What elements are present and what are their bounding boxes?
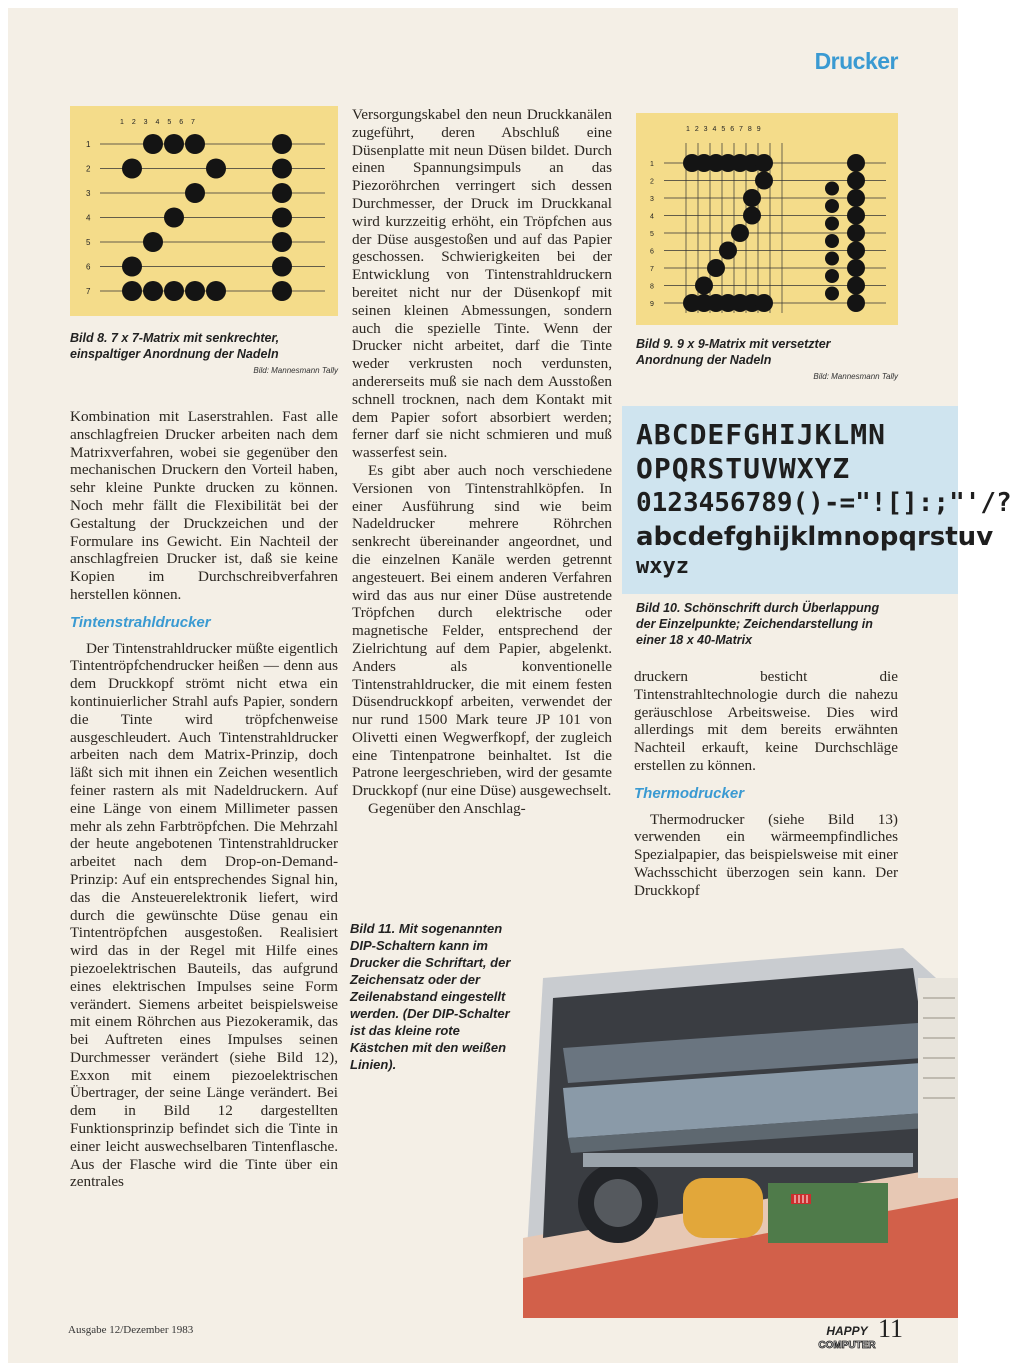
- font-sample-uppercase-2: OPQRSTUVWXYZ: [636, 452, 851, 485]
- fig9-row-label: 2: [650, 178, 654, 186]
- fig8-row-label: 4: [86, 213, 91, 223]
- fig9-dot: [719, 242, 737, 260]
- figure-11-printer-photo: [523, 938, 958, 1318]
- fig9-dot: [847, 207, 865, 225]
- fig9-row-label: 8: [650, 283, 654, 291]
- fig8-dot: [272, 134, 292, 154]
- fig8-row-label: 3: [86, 189, 91, 198]
- col2-paragraph-2: Es gibt aber auch noch verschiedene Versionen von Tintenstrahlköpfen. In einer Ausführung sind wie beim Nadeldrucker mehrere Röhrchen senkrecht übereinander angeordnet, und die einzelnen Kanäle werden getrennt angesteuert. Bei einem anderen Verfahren wird das aus nur einer Düse austretende Tröpfchen durch elektrische oder magnetische Felder, entsprechend der Zielrichtung auf dem Papier, abgelenkt. Anders als konventionelle Tintenstrahldrucker, die mit einem festen Düsendruckkopf arbeiten, verwendet der nur rund 1500 Mark teure JP 101 von Olivetti einen Wegwerfkopf, der zugleich eine Tintenpatrone beinhaltet. Ist die Patrone leergeschrieben, wird der gesamte Druckkopf (nur eine Düse) ausgewechselt.: [352, 461, 612, 800]
- fig8-dot: [206, 281, 226, 301]
- fig8-dot: [272, 159, 292, 179]
- fig9-dot: [825, 252, 839, 266]
- fig9-dot: [707, 259, 725, 277]
- font-sample-lowercase: abcdefghijklmnopqrstuv: [636, 522, 994, 552]
- figure-8-caption-block: [70, 330, 338, 375]
- fig9-dot: [825, 199, 839, 213]
- fig8-dot: [185, 281, 205, 301]
- figure-8-credit: Bild: Mannesmann Tally: [253, 366, 338, 375]
- fig9-dot: [825, 182, 839, 196]
- fig9-row-label: 9: [650, 301, 654, 308]
- logo-bottom-text: COMPUTER: [818, 1340, 876, 1351]
- fig9-column-numbers: 1 2 3 4 5 6 7 8 9: [686, 126, 763, 133]
- fig9-dot: [825, 287, 839, 301]
- col1-paragraph-2: Der Tintenstrahldrucker müßte eigentlich Tintentröpfchendrucker heißen — denn aus dem Druckkopf strömt nicht etwa ein kontinuierlicher Strahl aufs Papier, sondern die Tinte wird tröpfchenweise ausgeschleudert. Auch Tintenstrahldrucker arbeiten nach dem Matrix-Prinzip, doch läßt sich mit ihnen ein Zeichen wesentlich feiner rastern als mit Nadeldruckern. Auf eine Länge von einem Millimeter passen mehr als zehn Farbtröpfchen. Die Mehrzahl der heute angebotenen Tintenstrahldrucker arbeitet nach dem Drop-on-Demand-Prinzip: Auf ein entsprechendes Signal hin, das die Ansteuerelektronik liefert, wird durch die gewünschte Düse genau ein Tintentröpfchen ausgestoßen. Realisiert wird das in der Regel mit Hilfe eines piezoelektrischen Bauteils, das aufgrund eines elektrischen Impulses seine Form verändert. Siemens arbeitet beispielsweise mit einem Röhrchen aus Piezokeramik, das bei Auftreten eines Impulses seinen Durchmesser verändert (siehe Bild 12), Exxon mit einem piezoelektrischen Übertrager, der seine Länge verändert. Bei dem in Bild 12 dargestellten Funktionsprinzip befindet sich die Tinte in einer leicht auswechselbaren Tintenflasche. Aus der Flasche wird die Tinte über ein zentrales: [70, 639, 338, 1191]
- text-column-2: [352, 106, 612, 818]
- figure-9-caption-block: [636, 336, 898, 381]
- col2-paragraph-1: Versorgungskabel den neun Druckkanälen zugeführt, deren Abschluß eine Düsenplatte mit neun Düsen bildet. Durch einen Spannungsimpuls an das Piezoröhrchen verringert sich dessen Durchmesser, der Druck im Druckkanal wird kurzzeitig erhöht, ein Tröpfchen aus der Düse ausgestoßen und auf das Papier geschossen. Schwierigkeiten bei der Entwicklung von Tintenstrahldruckern bereitet nicht nur der Düsenkopf mit seinen kleinen Abmessungen, sondern auch die spezielle Tinte. Wenn der Drucker nicht arbeitet, darf die Tinte weder verkrusten noch verdunsten, andererseits muß sie nach dem Ausstoßen schnell trocknen, nach dem Kontakt mit dem Papier sofort absorbiert werden; ferner darf sie nicht schmieren und muß wasserfest sein.: [352, 106, 612, 462]
- fig9-dot: [743, 207, 761, 225]
- heading-tintenstrahldrucker: Tintenstrahldrucker: [70, 613, 211, 631]
- fig8-dot: [272, 208, 292, 228]
- fig9-dot: [847, 189, 865, 207]
- fig9-dot: [847, 242, 865, 260]
- font-sample-lowercase-end: wxyz: [636, 554, 689, 579]
- figure-11-caption: Bild 11. Mit sogenannten DIP-Schaltern kann im Drucker die Schriftart, der Zeichensatz oder der Zeilenabstand eingestellt werden. (Der DIP-Schalter ist das kleine rote Kästchen mit den weißen Linien).: [350, 921, 511, 1072]
- fig8-dot: [272, 281, 292, 301]
- figure-9-diagram: [636, 113, 898, 325]
- col3-paragraph-1: druckern besticht die Tintenstrahltechnologie durch die nahezu geräuschlose Arbeitsweise. Dies wird allerdings mit dem bereits erwähnten Nachteil erkauft, keine Durchschläge erstellen zu können.: [634, 668, 898, 774]
- fig8-column-numbers: 1 2 3 4 5 6 7: [120, 119, 198, 126]
- fig8-dot: [122, 257, 142, 277]
- fig8-dot: [164, 208, 184, 228]
- footer-issue: Ausgabe 12/Dezember 1983: [68, 1324, 194, 1336]
- fig9-dot: [695, 277, 713, 295]
- fig8-dot: [143, 232, 163, 252]
- fig8-dot: [143, 134, 163, 154]
- col1-paragraph-1: Kombination mit Laserstrahlen. Fast alle anschlagfreien Drucker arbeiten nach dem Matrixverfahren, wobei sie gegenüber den mechanischen Druckern den Vorteil haben, sehr kleine Punkte drucken zu können. Noch mehr fällt die Flexibilität bei der Gestaltung der Druckzeichen und der Formulare ins Gewicht. Ein Nachteil der anschlagfreien Drucker ist, daß sie keine Kopien im Durchschreibverfahren herstellen können.: [70, 408, 338, 603]
- section-title: Drucker: [814, 48, 898, 74]
- fig8-dot: [164, 281, 184, 301]
- fig8-dot: [185, 134, 205, 154]
- fig9-row-label: 5: [650, 231, 654, 238]
- col2-paragraph-3: Gegenüber den Anschlag-: [368, 800, 526, 818]
- fig8-row-label: 7: [86, 287, 91, 296]
- font-sample-uppercase-1: ABCDEFGHIJKLMN: [636, 418, 887, 451]
- figure-8-matrix: [70, 106, 338, 316]
- figure-9-caption: Bild 9. 9 x 9-Matrix mit versetzter Anordnung der Nadeln: [636, 337, 831, 367]
- fig9-dot: [847, 154, 865, 172]
- figure-8-caption: Bild 8. 7 x 7-Matrix mit senkrechter, einspaltiger Anordnung der Nadeln: [70, 331, 280, 361]
- fig8-dot: [122, 159, 142, 179]
- happy-computer-logo: [816, 1322, 878, 1354]
- fig9-dot: [825, 217, 839, 231]
- fig8-dot: [206, 159, 226, 179]
- fig8-row-label: 1: [86, 140, 91, 149]
- fig9-dot: [847, 224, 865, 242]
- fig9-dot: [825, 234, 839, 248]
- text-column-3: [634, 668, 898, 900]
- figure-10-font-sample: [622, 406, 1012, 594]
- figure-8-diagram: [70, 106, 338, 316]
- fig9-row-label: 1: [650, 161, 654, 168]
- fig8-row-label: 5: [86, 238, 91, 247]
- col3-paragraph-2: Thermodrucker (siehe Bild 13) verwenden ein wärmeempfindliches Spezialpapier, das beispielsweise mit einer Wachsschicht überzogen sein kann. Der Druckkopf: [634, 810, 898, 899]
- fig9-dot: [847, 172, 865, 190]
- text-column-1: [70, 408, 338, 1191]
- fig8-dot: [122, 281, 142, 301]
- font-sample-digits: 0123456789()-="![]:;"'/?: [636, 488, 1012, 518]
- fig9-row-label: 3: [650, 196, 654, 203]
- fig9-row-label: 7: [650, 266, 654, 273]
- fig9-dot: [847, 294, 865, 312]
- figure-9-matrix: [636, 113, 898, 325]
- fig9-dot: [755, 154, 773, 172]
- fig8-dot: [164, 134, 184, 154]
- fig9-dot: [825, 269, 839, 283]
- page-number: 11: [878, 1314, 904, 1343]
- fig9-dot: [847, 277, 865, 295]
- figure-9-credit: Bild: Mannesmann Tally: [813, 372, 898, 381]
- fig9-dot: [743, 189, 761, 207]
- heading-thermodrucker: Thermodrucker: [634, 784, 745, 802]
- fig8-row-label: 6: [86, 262, 91, 272]
- fig8-dot: [272, 183, 292, 203]
- fig9-dot: [847, 259, 865, 277]
- logo-top-text: HAPPY: [826, 1324, 868, 1338]
- fig9-dot: [755, 172, 773, 190]
- magazine-page: [8, 8, 1012, 1363]
- fig8-row-label: 2: [86, 164, 91, 174]
- fig8-dot: [143, 281, 163, 301]
- fig9-row-label: 6: [650, 248, 654, 256]
- fig8-dot: [272, 232, 292, 252]
- fig8-dot: [272, 257, 292, 277]
- figure-10-caption: Bild 10. Schönschrift durch Überlappung der Einzelpunkte; Zeichendarstellung in einer 18 x 40-Matrix: [636, 601, 880, 647]
- fig9-dot: [755, 294, 773, 312]
- fig8-dot: [185, 183, 205, 203]
- fig9-dot: [731, 224, 749, 242]
- fig9-row-label: 4: [650, 213, 654, 221]
